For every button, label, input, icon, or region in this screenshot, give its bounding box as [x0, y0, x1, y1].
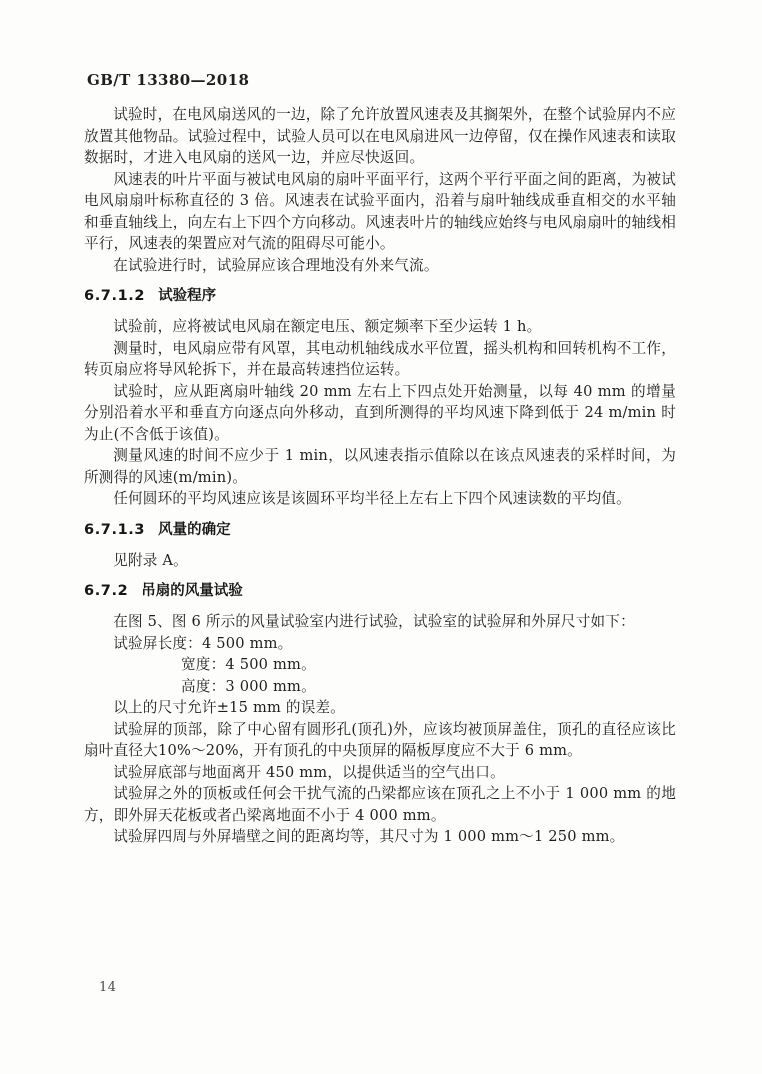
paragraph: 见附录 A。 [113, 551, 188, 569]
paragraph: 试验时，应从距离扇叶轴线 20 mm 左右上下四点处开始测量，以每 40 mm 的增量分别沿着水平和垂直方向逐点向外移动，直到所测得的平均风速下降到低于 24 m/min 时为止(不含低于该值)。 [84, 382, 676, 443]
section-title: 试验程序 [158, 288, 217, 304]
section-heading-airflow-determination [84, 520, 676, 541]
paragraph: 试验屏底部与地面离开 450 mm，以提供适当的空气出口。 [113, 763, 505, 781]
document-body [84, 104, 676, 848]
page-number: 14 [99, 980, 117, 995]
paragraph: 试验屏四周与外屏墙壁之间的距离均等，其尺寸为 1 000 mm～1 250 mm。 [113, 828, 625, 845]
dimension-line-width: 宽度：4 500 mm。 [181, 656, 316, 673]
paragraph: 试验时，在电风扇送风的一边，除了允许放置风速表及其搁架外，在整个试验屏内不应放置其他物品。试验过程中，试验人员可以在电风扇进风一边停留，仅在操作风速表和读取数据时，才进入电风扇的送风一边，并应尽快返回。 [84, 106, 676, 166]
section-heading-test-procedure [84, 286, 676, 307]
standard-code-header: GB/T 13380—2018 [87, 71, 250, 89]
dimension-line-height: 高度：3 000 mm。 [181, 677, 316, 695]
section-title: 吊扇的风量试验 [141, 583, 243, 599]
section-number: 6.7.1.2 [84, 288, 146, 304]
section-title: 风量的确定 [158, 521, 231, 538]
paragraph: 测量时，电风扇应带有风罩，其电动机轴线成水平位置，摇头机构和回转机构不工作，转页扇应将导风轮拆下，并在最高转速挡位运转。 [84, 339, 676, 378]
paragraph: 试验屏之外的顶板或任何会干扰气流的凸梁都应该在顶孔之上不小于 1 000 mm 的地方，即外屏天花板或者凸梁离地面不小于 4 000 mm。 [84, 785, 676, 824]
dimension-line-length: 试验屏长度：4 500 mm。 [113, 634, 293, 652]
paragraph: 以上的尺寸允许±15 mm 的误差。 [113, 699, 346, 716]
section-heading-ceiling-fan-test [84, 581, 676, 602]
paragraph: 试验前，应将被试电风扇在额定电压、额定频率下至少运转 1 h。 [113, 318, 542, 335]
paragraph: 风速表的叶片平面与被试电风扇的扇叶平面平行，这两个平行平面之间的距离，为被试电风扇扇叶标称直径的 3 倍。风速表在试验平面内，沿着与扇叶轴线成垂直相交的水平轴和垂直轴线上，向左右上下四个方向移动。风速表叶片的轴线应始终与电风扇扇叶的轴线相平行，风速表的架置应对气流的阻碍尽可能小。 [84, 170, 676, 252]
paragraph: 在试验进行时，试验屏应该合理地没有外来气流。 [113, 256, 439, 274]
section-number: 6.7.2 [84, 583, 129, 599]
paragraph: 测量风速的时间不应少于 1 min，以风速表指示值除以在该点风速表的采样时间，为所测得的风速(m/min)。 [84, 447, 676, 486]
paragraph: 试验屏的顶部，除了中心留有圆形孔(顶孔)外，应该均被顶屏盖住，顶孔的直径应该比扇叶直径大10%～20%，开有顶孔的中央顶屏的隔板厚度应不大于 6 mm。 [84, 720, 676, 759]
paragraph: 在图 5、图 6 所示的风量试验室内进行试验，试验室的试验屏和外屏尺寸如下： [113, 613, 635, 630]
section-number: 6.7.1.3 [84, 521, 146, 538]
paragraph: 任何圆环的平均风速应该是该圆环平均半径上左右上下四个风速读数的平均值。 [113, 490, 631, 507]
